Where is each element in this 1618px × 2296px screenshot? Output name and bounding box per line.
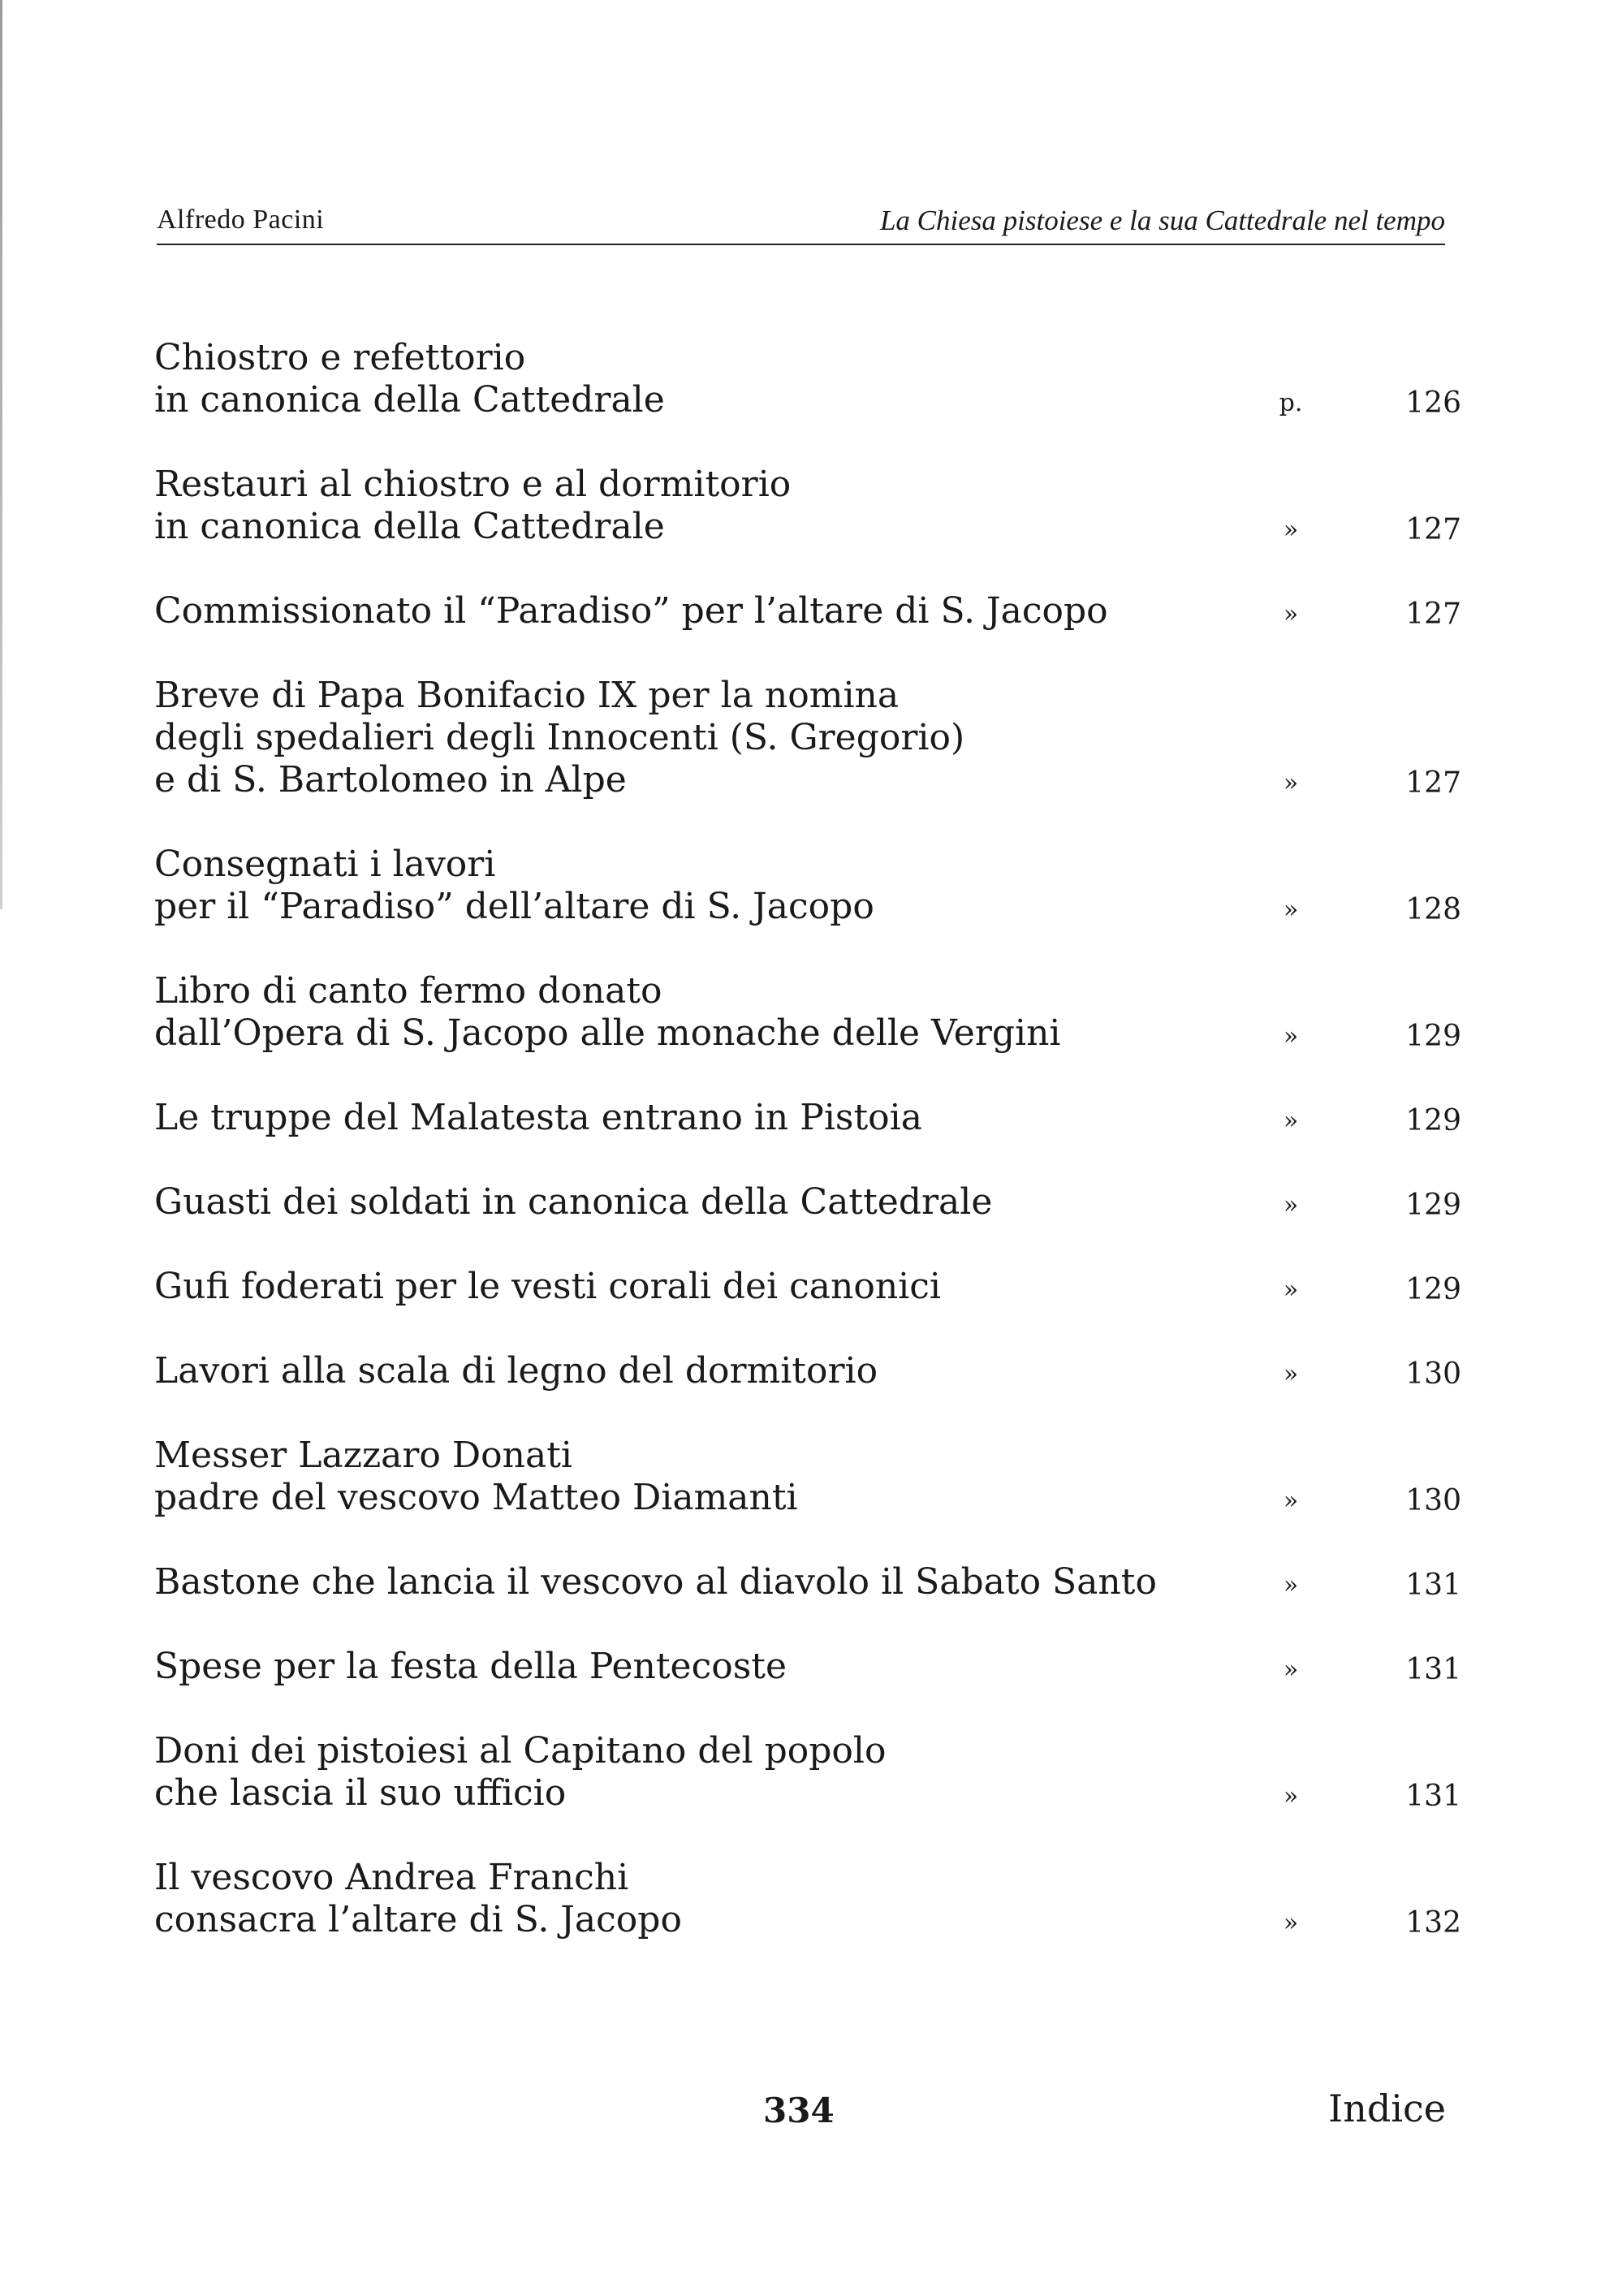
- toc-entry-marker: »: [1283, 600, 1299, 628]
- toc-entry-line: Gufi foderati per le vesti corali dei canonici: [154, 1266, 941, 1307]
- toc-entry-page: 129: [1405, 1104, 1461, 1137]
- section-label: Indice: [1328, 2087, 1446, 2130]
- toc-entry-marker: »: [1283, 896, 1299, 924]
- toc-entry-line: Bastone che lancia il vescovo al diavolo il Sabato Santo: [154, 1561, 1157, 1603]
- toc-entry-title: [154, 1857, 1250, 1941]
- toc-entry-marker: p.: [1279, 389, 1303, 417]
- toc-entry-marker: »: [1283, 1655, 1299, 1684]
- toc-entry: [154, 1435, 1461, 1519]
- toc-entry-page: 127: [1405, 513, 1461, 546]
- toc-entry: [154, 1097, 1461, 1139]
- toc-entry-title: [154, 1181, 1250, 1224]
- toc-entry-line: Le truppe del Malatesta entrano in Pistoia: [154, 1097, 922, 1138]
- running-header: [157, 195, 1445, 245]
- toc-entry-page: 129: [1405, 1273, 1461, 1306]
- toc-entry-marker: »: [1283, 1275, 1299, 1304]
- toc-entry-line: per il “Paradiso” dell’altare di S. Jacopo: [154, 886, 874, 927]
- toc-entry-line: Breve di Papa Bonifacio IX per la nomina: [154, 675, 900, 716]
- toc-entry: [154, 1730, 1461, 1815]
- toc-entry: [154, 844, 1461, 928]
- toc-entry-line: padre del vescovo Matteo Diamanti: [154, 1477, 798, 1518]
- toc-entry-marker: »: [1283, 1909, 1299, 1937]
- toc-entry-title: [154, 1435, 1250, 1519]
- toc-entry: [154, 1266, 1461, 1308]
- toc-entry-title: [154, 1646, 1250, 1688]
- toc-entry: [154, 1857, 1461, 1941]
- toc-entry-page: 129: [1405, 1020, 1461, 1053]
- toc-entry-page: 131: [1405, 1569, 1461, 1602]
- toc-entry-title: [154, 1097, 1250, 1139]
- scan-edge: [0, 0, 2, 909]
- toc-entry-line: degli spedalieri degli Innocenti (S. Gregorio): [154, 717, 965, 758]
- toc-entry-marker: »: [1283, 1571, 1299, 1599]
- toc-entry: [154, 464, 1461, 548]
- toc-entry-marker: »: [1283, 1360, 1299, 1388]
- toc-entry-line: Guasti dei soldati in canonica della Cattedrale: [154, 1181, 993, 1223]
- page-number: 334: [763, 2091, 835, 2130]
- toc-entry: [154, 337, 1461, 421]
- toc-entry-line: Libro di canto fermo donato: [154, 970, 662, 1012]
- toc-entry-title: [154, 1730, 1250, 1815]
- toc-entry-line: Chiostro e refettorio: [154, 337, 526, 378]
- toc-entry: [154, 970, 1461, 1055]
- toc-entry-line: in canonica della Cattedrale: [154, 506, 665, 547]
- toc-entry-line: Doni dei pistoiesi al Capitano del popolo: [154, 1730, 887, 1772]
- toc-entry-line: che lascia il suo ufficio: [154, 1772, 567, 1814]
- toc-entry-marker: »: [1283, 1487, 1299, 1515]
- toc-entry-page: 127: [1405, 766, 1461, 800]
- toc-entry: [154, 1350, 1461, 1392]
- toc-entry-title: [154, 1350, 1250, 1392]
- toc-entry-line: consacra l’altare di S. Jacopo: [154, 1899, 682, 1940]
- toc-entry-line: Spese per la festa della Pentecoste: [154, 1646, 787, 1687]
- toc-entry-line: Consegnati i lavori: [154, 844, 496, 885]
- toc-entry-title: [154, 675, 1250, 801]
- toc-entry-line: Il vescovo Andrea Franchi: [154, 1857, 629, 1898]
- toc-entry-page: 128: [1405, 893, 1461, 926]
- toc-entry-title: [154, 337, 1250, 421]
- toc-entry-line: dall’Opera di S. Jacopo alle monache delle Vergini: [154, 1012, 1061, 1054]
- toc-entry-line: e di S. Bartolomeo in Alpe: [154, 759, 627, 801]
- toc-entry-line: Messer Lazzaro Donati: [154, 1435, 572, 1476]
- toc-entry-marker: »: [1283, 1107, 1299, 1135]
- toc-entry-title: [154, 970, 1250, 1055]
- toc-entry-line: in canonica della Cattedrale: [154, 379, 665, 421]
- header-book-title: La Chiesa pistoiese e la sua Cattedrale nel tempo: [879, 205, 1445, 236]
- toc-entry-page: 130: [1405, 1357, 1461, 1391]
- toc-entry-title: [154, 1561, 1250, 1603]
- toc-entry: [154, 1561, 1461, 1603]
- toc-entry-title: [154, 464, 1250, 548]
- header-author: Alfredo Pacini: [157, 205, 325, 235]
- toc-entry: [154, 590, 1461, 632]
- toc-entry-line: Restauri al chiostro e al dormitorio: [154, 464, 792, 505]
- toc-entry-page: 130: [1405, 1484, 1461, 1517]
- toc-entry-page: 131: [1405, 1653, 1461, 1686]
- toc-entry-line: Lavori alla scala di legno del dormitorio: [154, 1350, 878, 1392]
- toc-entry-page: 126: [1405, 386, 1461, 420]
- toc-entry-title: [154, 590, 1250, 632]
- toc-entry: [154, 1181, 1461, 1224]
- toc-entry-marker: »: [1283, 769, 1299, 797]
- toc-entry: [154, 1646, 1461, 1688]
- toc-entry-line: Commissionato il “Paradiso” per l’altare di S. Jacopo: [154, 590, 1108, 632]
- toc-entry-marker: »: [1283, 516, 1299, 544]
- toc-entry-page: 131: [1405, 1780, 1461, 1813]
- toc-entry-marker: »: [1283, 1782, 1299, 1810]
- toc-entry-page: 132: [1405, 1906, 1461, 1940]
- toc-entry-marker: »: [1283, 1022, 1299, 1051]
- table-of-contents: [154, 337, 1461, 1941]
- toc-entry-title: [154, 844, 1250, 928]
- toc-entry: [154, 675, 1461, 801]
- toc-entry-title: [154, 1266, 1250, 1308]
- toc-entry-marker: »: [1283, 1191, 1299, 1219]
- toc-entry-page: 127: [1405, 598, 1461, 631]
- toc-entry-page: 129: [1405, 1189, 1461, 1222]
